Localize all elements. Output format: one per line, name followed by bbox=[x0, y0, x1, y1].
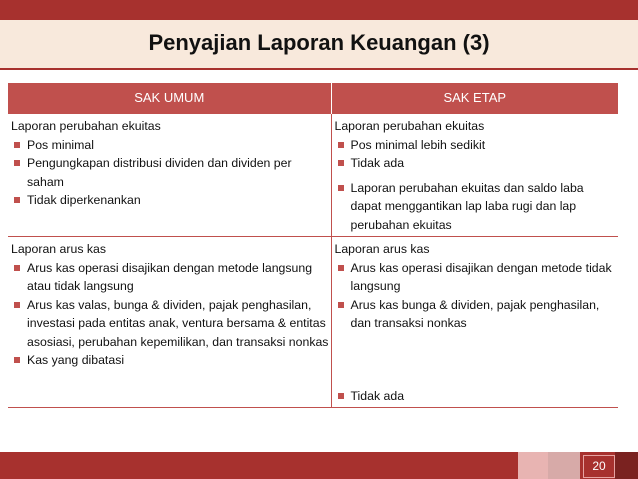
table-row bbox=[8, 237, 618, 408]
header-sak-etap: SAK ETAP bbox=[331, 83, 618, 114]
list-item: Arus kas operasi disajikan dengan metode tidak langsung bbox=[335, 259, 617, 296]
bullet-list bbox=[11, 136, 329, 210]
bullet-list bbox=[11, 259, 329, 370]
page-number: 20 bbox=[583, 455, 615, 478]
footer-accent-block bbox=[518, 452, 548, 479]
list-item: Kas yang dibatasi bbox=[11, 351, 329, 370]
list-item: Pos minimal bbox=[11, 136, 329, 155]
section-title: Laporan arus kas bbox=[11, 242, 107, 256]
list-item: Arus kas valas, bunga & dividen, pajak penghasilan, investasi pada entitas anak, ventura bersama & entitas asosiasi, perubahan kepemilikan, dan transaksi nonkas bbox=[11, 296, 329, 352]
table-header-row bbox=[8, 83, 618, 114]
list-item: Tidak ada bbox=[335, 154, 617, 173]
section-title: Laporan perubahan ekuitas bbox=[334, 119, 485, 133]
cell-cashflow-etap bbox=[331, 237, 618, 408]
list-item: Pengungkapan distribusi dividen dan dividen per saham bbox=[11, 154, 329, 191]
spacer bbox=[335, 333, 617, 387]
bullet-list bbox=[335, 259, 617, 333]
bullet-list bbox=[335, 136, 617, 235]
section-title: Laporan arus kas bbox=[334, 242, 430, 256]
cell-equity-etap bbox=[331, 114, 618, 237]
cell-cashflow-umum bbox=[8, 237, 331, 408]
header-sak-umum: SAK UMUM bbox=[8, 83, 331, 114]
cell-equity-umum bbox=[8, 114, 331, 237]
bullet-list bbox=[335, 387, 617, 406]
section-title: Laporan perubahan ekuitas bbox=[11, 119, 161, 133]
footer-accent-block bbox=[548, 452, 580, 479]
slide-title: Penyajian Laporan Keuangan (3) bbox=[148, 30, 490, 55]
list-item: Arus kas operasi disajikan dengan metode langsung atau tidak langsung bbox=[11, 259, 329, 296]
footer-accent-block bbox=[615, 452, 638, 479]
list-item: Laporan perubahan ekuitas dan saldo laba dapat menggantikan lap laba rugi dan lap perubahan ekuitas bbox=[335, 179, 617, 235]
top-accent-bar bbox=[0, 0, 638, 20]
list-item: Tidak ada bbox=[335, 387, 617, 406]
list-item: Pos minimal lebih sedikit bbox=[335, 136, 617, 155]
list-item: Arus kas bunga & dividen, pajak penghasilan, dan transaksi nonkas bbox=[335, 296, 617, 333]
comparison-table bbox=[8, 83, 618, 408]
list-item: Tidak diperkenankan bbox=[11, 191, 329, 210]
table-row bbox=[8, 114, 618, 237]
